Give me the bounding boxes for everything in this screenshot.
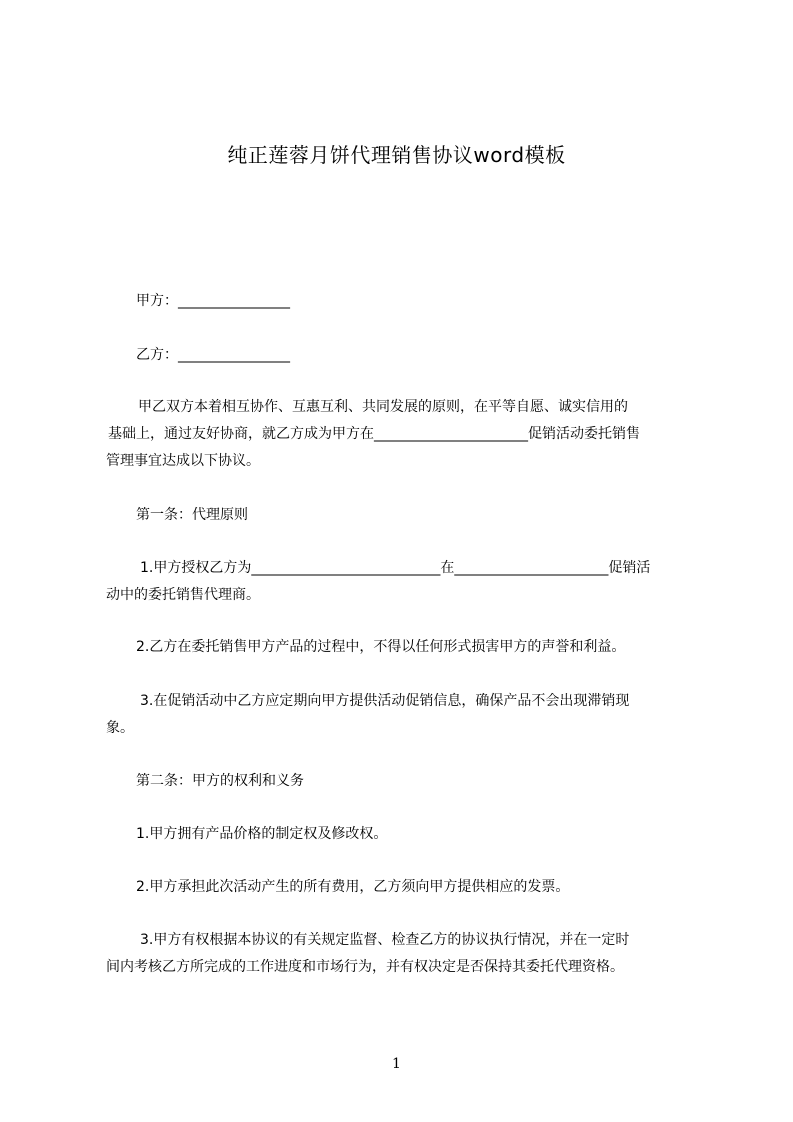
intro-paragraph bbox=[106, 394, 702, 475]
party-b-line: 乙方：________________ bbox=[136, 347, 290, 363]
article-2-heading: 第二条：甲方的权利和义务 bbox=[136, 773, 304, 789]
intro-line-1: 甲乙双方本着相互协作、互惠互利、共同发展的原则，在平等自愿、诚实信用的 bbox=[138, 399, 628, 415]
article-1-item-3-line-1: 3.在促销活动中乙方应定期向甲方提供活动促销信息，确保产品不会出现滞销现 bbox=[140, 693, 630, 709]
article-1-item-3-line-2: 象。 bbox=[106, 720, 134, 736]
article-1-item-3 bbox=[106, 688, 702, 742]
article-2-item-3 bbox=[106, 927, 702, 981]
intro-line-2: 基础上，通过友好协商，就乙方成为甲方在______________________促销活动委托销售 bbox=[108, 426, 640, 442]
article-1-item-1-line-2: 动中的委托销售代理商。 bbox=[106, 587, 260, 603]
article-1-item-1 bbox=[106, 555, 702, 609]
party-a-line: 甲方：________________ bbox=[136, 293, 290, 309]
article-1-heading: 第一条：代理原则 bbox=[136, 507, 248, 523]
article-2-item-2: 2.甲方承担此次活动产生的所有费用，乙方须向甲方提供相应的发票。 bbox=[136, 879, 570, 895]
document-title: 纯正莲蓉月饼代理销售协议word模板 bbox=[227, 143, 566, 167]
page-number: 1 bbox=[392, 1056, 401, 1072]
article-1-item-1-line-1: 1.甲方授权乙方为___________________________在______________________促销活 bbox=[140, 560, 651, 576]
intro-line-3: 管理事宜达成以下协议。 bbox=[106, 453, 260, 469]
article-2-item-3-line-1: 3.甲方有权根据本协议的有关规定监督、检查乙方的协议执行情况，并在一定时 bbox=[140, 932, 630, 948]
article-2-item-1: 1.甲方拥有产品价格的制定权及修改权。 bbox=[136, 826, 388, 842]
article-1-item-2: 2.乙方在委托销售甲方产品的过程中，不得以任何形式损害甲方的声誉和利益。 bbox=[136, 639, 626, 655]
article-2-item-3-line-2: 间内考核乙方所完成的工作进度和市场行为，并有权决定是否保持其委托代理资格。 bbox=[106, 959, 624, 975]
